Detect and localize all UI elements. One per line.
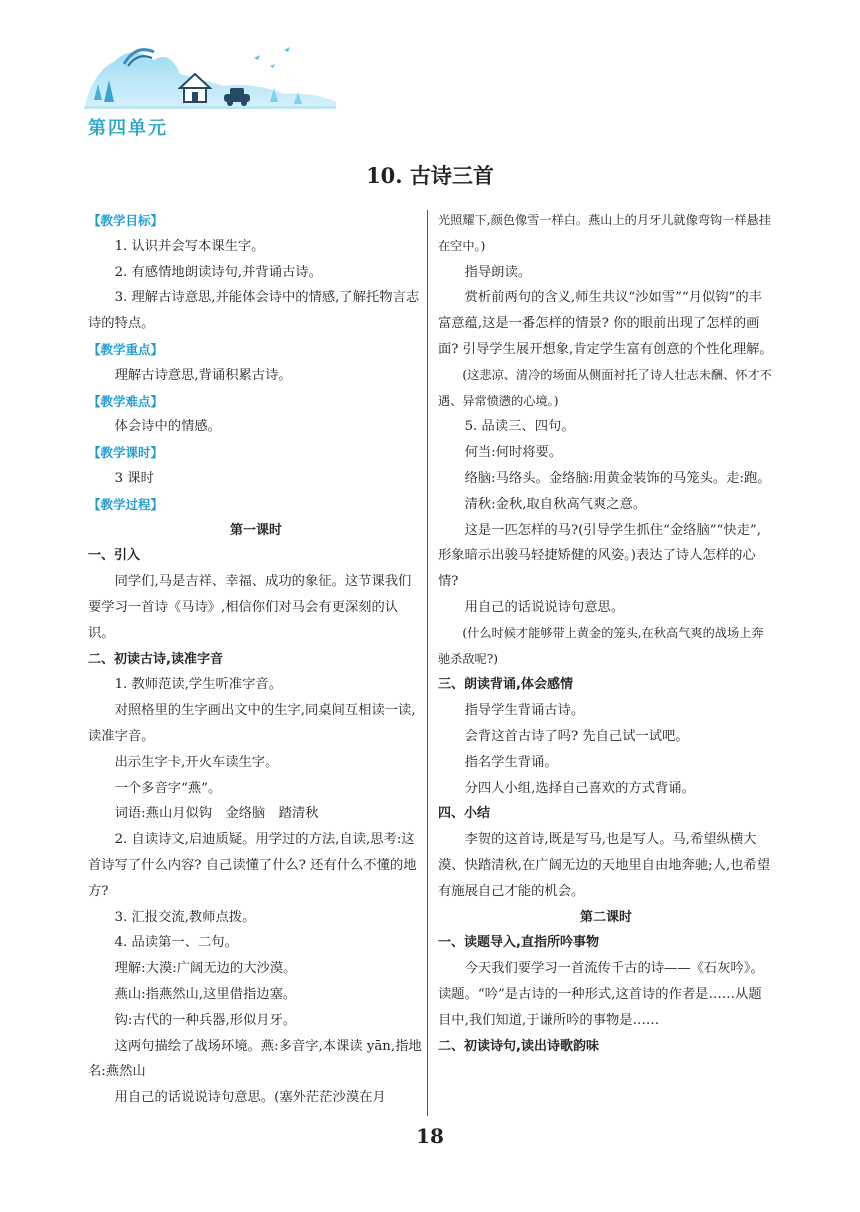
- paragraph: 络脑:马络头。金络脑:用黄金装饰的马笼头。走:跑。: [464, 470, 771, 486]
- paragraph: 燕山:指燕然山,这里借指边塞。: [114, 986, 297, 1002]
- section-heading: 一、引入: [88, 548, 141, 564]
- note-paragraph: (什么时候才能够带上黄金的笼头,在秋高气爽的战场上奔驰杀敌呢?): [438, 625, 764, 666]
- paragraph: 用自己的话说说诗句意思。(塞外茫茫沙漠在月: [114, 1090, 386, 1106]
- section-heading: 四、小结: [438, 806, 491, 822]
- note-paragraph: 光照耀下,颜色像雪一样白。燕山上的月牙儿就像弯钩一样悬挂在空中。): [438, 213, 771, 253]
- paragraph: 指导学生背诵古诗。: [464, 703, 585, 719]
- unit-label: 第四单元: [88, 118, 168, 139]
- header-banner-illustration: [84, 40, 336, 112]
- section-tag: 【教学重点】: [88, 341, 164, 357]
- paragraph: 李贺的这首诗,既是写马,也是写人。马,希望纵横大漠、快踏清秋,在广阔无边的天地里自由地奔驰;人,也希望有施展自己才能的机会。: [438, 832, 771, 899]
- paragraph: 会背这首古诗了吗? 先自己试一试吧。: [464, 728, 689, 744]
- paragraph: 出示生字卡,开火车读生字。: [114, 754, 279, 770]
- paragraph: 指名学生背诵。: [464, 754, 558, 770]
- paragraph: 3 课时: [114, 470, 154, 486]
- paragraph: 词语:燕山月似钩 金络脑 踏清秋: [114, 806, 319, 822]
- section-heading: 一、读题导入,直指所吟事物: [438, 935, 599, 951]
- paragraph: 同学们,马是吉祥、幸福、成功的象征。这节课我们要学习一首诗《马诗》,相信你们对马会有更深刻的认识。: [88, 574, 412, 641]
- paragraph: 一个多音字“燕”。: [114, 780, 222, 796]
- paragraph: 理解:大漠:广阔无边的大沙漠。: [114, 961, 297, 977]
- paragraph: 5. 品读三、四句。: [464, 419, 575, 435]
- paragraph: 分四人小组,选择自己喜欢的方式背诵。: [464, 780, 695, 796]
- paragraph: 1. 认识并会写本课生字。: [114, 238, 265, 254]
- paragraph: 3. 汇报交流,教师点拨。: [114, 909, 256, 925]
- lesson-title: 10. 古诗三首: [366, 163, 494, 188]
- paragraph: 赏析前两句的含义,师生共议“沙如雪”“月似钩”的丰富意蕴,这是一番怎样的情景? 你的眼前出现了怎样的画面? 引导学生展开想象,肯定学生富有创意的个性化理解。: [438, 290, 773, 357]
- lesson-period-heading: 第一课时: [229, 522, 282, 538]
- paragraph: 何当:何时将要。: [464, 445, 563, 461]
- paragraph: 对照格里的生字画出文中的生字,同桌间互相读一读,读准字音。: [88, 703, 416, 744]
- paragraph: 这是一匹怎样的马?(引导学生抓住“金络脑”“快走”,形象暗示出骏马轻捷矫健的风姿。)表达了诗人怎样的心情?: [438, 522, 761, 590]
- section-tag: 【教学目标】: [88, 213, 164, 228]
- paragraph: 2. 有感情地朗读诗句,并背诵古诗。: [114, 264, 322, 280]
- page-number: 18: [416, 1124, 444, 1148]
- paragraph: 1. 教师范读,学生听准字音。: [114, 677, 282, 693]
- paragraph: 清秋:金秋,取自秋高气爽之意。: [464, 496, 647, 512]
- note-paragraph: (这悲凉、清冷的场面从侧面衬托了诗人壮志未酬、怀才不遇、异常愤懑的心境。): [438, 367, 772, 408]
- paragraph: 2. 自读诗文,启迪质疑。用学过的方法,自读,思考:这首诗写了什么内容? 自己读懂了什么? 还有什么不懂的地方?: [88, 832, 417, 899]
- section-tag: 【教学课时】: [88, 445, 164, 461]
- section-heading: 三、朗读背诵,体会感情: [438, 677, 573, 693]
- paragraph: 这两句描绘了战场环境。燕:多音字,本课读 yān,指地名:燕然山: [88, 1038, 422, 1080]
- paragraph: 指导朗读。: [464, 264, 532, 280]
- paragraph: 体会诗中的情感。: [114, 419, 221, 435]
- paragraph: 钩:古代的一种兵器,形似月牙。: [114, 1012, 297, 1028]
- paragraph: 4. 品读第一、二句。: [114, 935, 238, 951]
- left-column: [88, 208, 424, 1111]
- paragraph: 今天我们要学习一首流传千古的诗——《石灰吟》。读题。“吟”是古诗的一种形式,这首诗的作者是……从题目中,我们知道,于谦所吟的事物是……: [438, 961, 764, 1028]
- section-heading: 二、初读诗句,读出诗歌韵味: [438, 1038, 599, 1054]
- lesson-period-heading: 第二课时: [579, 909, 632, 925]
- paragraph: 用自己的话说说诗句意思。: [464, 599, 625, 615]
- paragraph: 3. 理解古诗意思,并能体会诗中的情感,了解托物言志诗的特点。: [88, 290, 420, 332]
- section-tag: 【教学过程】: [88, 496, 164, 512]
- landscape-icon: [84, 40, 336, 112]
- section-heading: 二、初读古诗,读准字音: [88, 651, 223, 667]
- paragraph: 理解古诗意思,背诵积累古诗。: [114, 367, 292, 383]
- right-column: [438, 208, 774, 1059]
- section-tag: 【教学难点】: [88, 393, 164, 409]
- column-divider: [427, 210, 428, 1116]
